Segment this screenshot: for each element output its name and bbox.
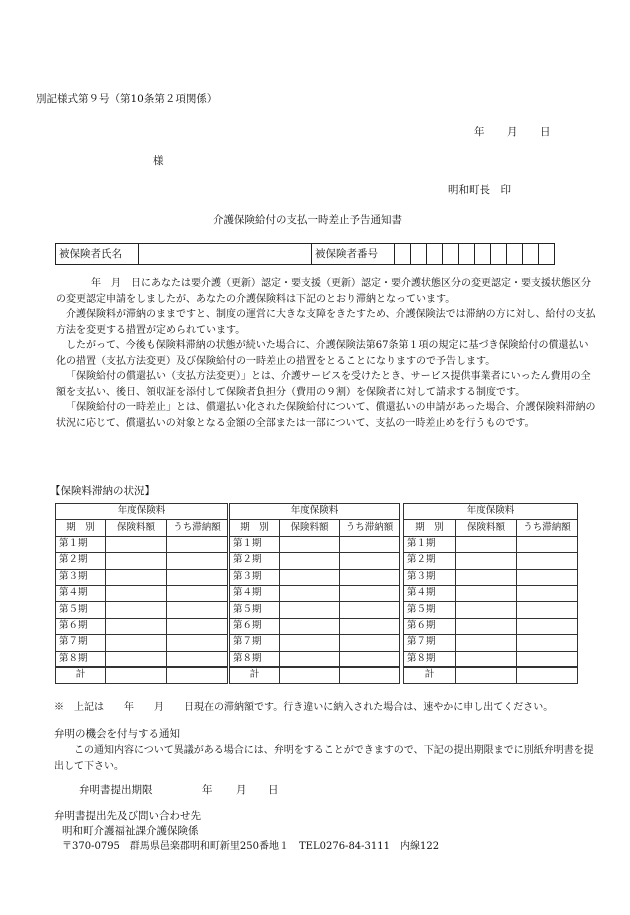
hearing-text (54, 743, 596, 774)
period-label: 第７期 (404, 635, 456, 651)
amount-cell (106, 618, 167, 634)
insured-number-digit (411, 244, 427, 265)
total-row (404, 667, 578, 683)
arrears-cell (340, 585, 400, 601)
period-label: 第７期 (56, 635, 106, 651)
year-header: 年度保険料 (230, 504, 400, 520)
body-paragraph: 「保険給付の償還払い（支払方法変更）」とは、介護サービスを受けたとき、サービス提供事業者にいったん費用の全額を支払い、後日、領収証を添付して保険者負担分（費用の９割）を保険者に対して請求する制度です。 (56, 371, 591, 398)
period-label: 第４期 (404, 585, 456, 601)
insured-name-value (139, 244, 312, 265)
amount-cell (280, 618, 340, 634)
table-row (404, 569, 578, 585)
deadline-day: 日 (268, 784, 279, 796)
col-period: 期 別 (56, 520, 106, 536)
arrears-cell (167, 585, 228, 601)
body-paragraph: 介護保険料が滞納のままですと、制度の運営に大きな支障をきたすため、介護保険法では滞納の方に対し、給付の支払方法を変更する措置が定められています。 (56, 309, 596, 336)
arrears-cell (340, 651, 400, 667)
amount-cell (280, 651, 340, 667)
total-row (56, 667, 228, 683)
col-period: 期 別 (404, 520, 456, 536)
insured-number-digit (491, 244, 507, 265)
arrears-cell (167, 569, 228, 585)
table-row (56, 569, 228, 585)
period-label: 第８期 (230, 651, 280, 667)
body-paragraph: 年 月 日にあなたは要介護（更新）認定・要支援（更新）認定・要介護状態区分の変更認定・要支援状態区分の変更認定申請をしましたが、あなたの介護保険料は下記のとおり滞納となっています。 (56, 278, 591, 305)
total-row (230, 667, 400, 683)
table-row (56, 651, 228, 667)
period-label: 第８期 (56, 651, 106, 667)
total-label: 計 (56, 667, 106, 683)
arrears-table-2 (229, 503, 400, 684)
arrears-cell (340, 635, 400, 651)
insured-number-digit (523, 244, 539, 265)
period-label: 第４期 (56, 585, 106, 601)
total-label: 計 (230, 667, 280, 683)
date-month: 月 (507, 126, 518, 138)
body-paragraph: したがって、今後も保険料滞納の状態が続いた場合に、介護保険法第67条第１項の規定に基づき保険給付の償還払い化の措置（支払方法変更）及び保険給付の一時差止の措置をとることになりますので予告します。 (56, 340, 589, 367)
period-label: 第５期 (230, 602, 280, 618)
amount-cell (456, 569, 517, 585)
table-row (404, 618, 578, 634)
insured-number-digit (539, 244, 555, 265)
arrears-cell (167, 553, 228, 569)
table-row (404, 536, 578, 552)
arrears-cell (517, 651, 578, 667)
arrears-cell (340, 569, 400, 585)
date-day: 日 (540, 126, 551, 138)
total-label: 計 (404, 667, 456, 683)
table-row (230, 553, 400, 569)
amount-cell (280, 553, 340, 569)
deadline-month: 月 (236, 784, 247, 796)
amount-cell (106, 635, 167, 651)
arrears-cell (167, 618, 228, 634)
addressee-suffix: 様 (153, 155, 164, 167)
amount-cell (280, 569, 340, 585)
insured-number-digit (427, 244, 443, 265)
amount-cell (106, 602, 167, 618)
table-row (404, 585, 578, 601)
table-row (404, 635, 578, 651)
period-label: 第６期 (404, 618, 456, 634)
insured-number-label: 被保険者番号 (312, 244, 395, 265)
table-row (230, 585, 400, 601)
arrears-cell (167, 635, 228, 651)
table-row (56, 585, 228, 601)
period-label: 第５期 (56, 602, 106, 618)
document-title: 介護保険給付の支払一時差止予告通知書 (213, 214, 402, 226)
arrears-cell (340, 667, 400, 683)
amount-cell (456, 602, 517, 618)
table-row (230, 618, 400, 634)
amount-cell (280, 585, 340, 601)
period-label: 第３期 (404, 569, 456, 585)
deadline-label: 弁明書提出期限 (79, 784, 153, 796)
year-header: 年度保険料 (56, 504, 228, 520)
body-paragraph: 「保険給付の一時差止」とは、償還払い化された保険給付について、償還払いの申請があった場合、介護保険料滞納の状況に応じて、償還払いの対象となる金額の全部または一部について、支払の一時差止めを行うものです。 (56, 402, 596, 429)
table-row (56, 553, 228, 569)
col-period: 期 別 (230, 520, 280, 536)
insured-info-table (55, 243, 555, 265)
period-label: 第１期 (404, 536, 456, 552)
amount-cell (280, 667, 340, 683)
arrears-cell (517, 553, 578, 569)
amount-cell (106, 553, 167, 569)
period-label: 第２期 (230, 553, 280, 569)
year-header: 年度保険料 (404, 504, 578, 520)
table-row (404, 602, 578, 618)
amount-cell (280, 635, 340, 651)
arrears-table-1 (55, 503, 228, 684)
table-row (230, 635, 400, 651)
table-row (230, 569, 400, 585)
amount-cell (106, 536, 167, 552)
amount-cell (456, 585, 517, 601)
arrears-cell (517, 618, 578, 634)
table-row (230, 651, 400, 667)
col-amount: 保険料額 (456, 520, 517, 536)
arrears-cell (167, 667, 228, 683)
period-label: 第４期 (230, 585, 280, 601)
table-row (230, 602, 400, 618)
contact-heading: 弁明書提出先及び問い合わせ先 (54, 810, 201, 822)
col-arrears: うち滞納額 (167, 520, 228, 536)
amount-cell (456, 651, 517, 667)
table-row (56, 635, 228, 651)
arrears-cell (517, 569, 578, 585)
amount-cell (456, 618, 517, 634)
arrears-cell (517, 602, 578, 618)
period-label: 第７期 (230, 635, 280, 651)
insured-number-digit (507, 244, 523, 265)
date-year: 年 (474, 126, 485, 138)
contact-address: 〒370-0795 群馬県邑楽郡明和町新里250番地１ TEL0276-84-3111 内線122 (62, 841, 440, 852)
period-label: 第２期 (404, 553, 456, 569)
table-row (404, 553, 578, 569)
table-row (56, 536, 228, 552)
insured-name-label: 被保険者氏名 (56, 244, 139, 265)
hearing-paragraph: この通知内容について異議がある場合には、弁明をすることができますので、下記の提出期限までに別紙弁明書を提出して下さい。 (54, 745, 594, 772)
arrears-cell (517, 635, 578, 651)
insured-number-digit (443, 244, 459, 265)
col-amount: 保険料額 (106, 520, 167, 536)
arrears-cell (340, 618, 400, 634)
issuer: 明和町長 印 (448, 184, 511, 196)
period-label: 第３期 (230, 569, 280, 585)
arrears-note: ※ 上記は 年 月 日現在の滞納額です。行き違いに納入された場合は、速やかに申し出てください。 (54, 702, 554, 713)
arrears-cell (167, 651, 228, 667)
amount-cell (456, 667, 517, 683)
arrears-cell (340, 602, 400, 618)
period-label: 第６期 (230, 618, 280, 634)
table-row (404, 651, 578, 667)
amount-cell (106, 667, 167, 683)
table-row (56, 618, 228, 634)
period-label: 第１期 (56, 536, 106, 552)
amount-cell (456, 536, 517, 552)
col-arrears: うち滞納額 (340, 520, 400, 536)
contact-office: 明和町介護福祉課介護保険係 (62, 825, 199, 837)
period-label: 第２期 (56, 553, 106, 569)
arrears-cell (517, 585, 578, 601)
arrears-cell (167, 536, 228, 552)
amount-cell (456, 635, 517, 651)
period-label: 第５期 (404, 602, 456, 618)
insured-number-digit (459, 244, 475, 265)
table-row (56, 602, 228, 618)
notice-body (56, 276, 596, 431)
period-label: 第８期 (404, 651, 456, 667)
deadline-year: 年 (202, 784, 213, 796)
status-heading: 【保険料滞納の状況】 (50, 485, 155, 497)
form-label: 別記様式第９号（第10条第２項関係） (36, 93, 218, 105)
arrears-cell (517, 536, 578, 552)
insured-number-digit (395, 244, 411, 265)
amount-cell (280, 602, 340, 618)
amount-cell (106, 585, 167, 601)
insured-number-digit (475, 244, 491, 265)
period-label: 第３期 (56, 569, 106, 585)
arrears-cell (167, 602, 228, 618)
col-arrears: うち滞納額 (517, 520, 578, 536)
table-row (230, 536, 400, 552)
amount-cell (456, 553, 517, 569)
col-amount: 保険料額 (280, 520, 340, 536)
period-label: 第６期 (56, 618, 106, 634)
arrears-table-3 (403, 503, 578, 684)
amount-cell (106, 569, 167, 585)
hearing-heading: 弁明の機会を付与する通知 (54, 728, 180, 740)
arrears-cell (340, 536, 400, 552)
arrears-cell (340, 553, 400, 569)
amount-cell (106, 651, 167, 667)
arrears-cell (517, 667, 578, 683)
period-label: 第１期 (230, 536, 280, 552)
amount-cell (280, 536, 340, 552)
